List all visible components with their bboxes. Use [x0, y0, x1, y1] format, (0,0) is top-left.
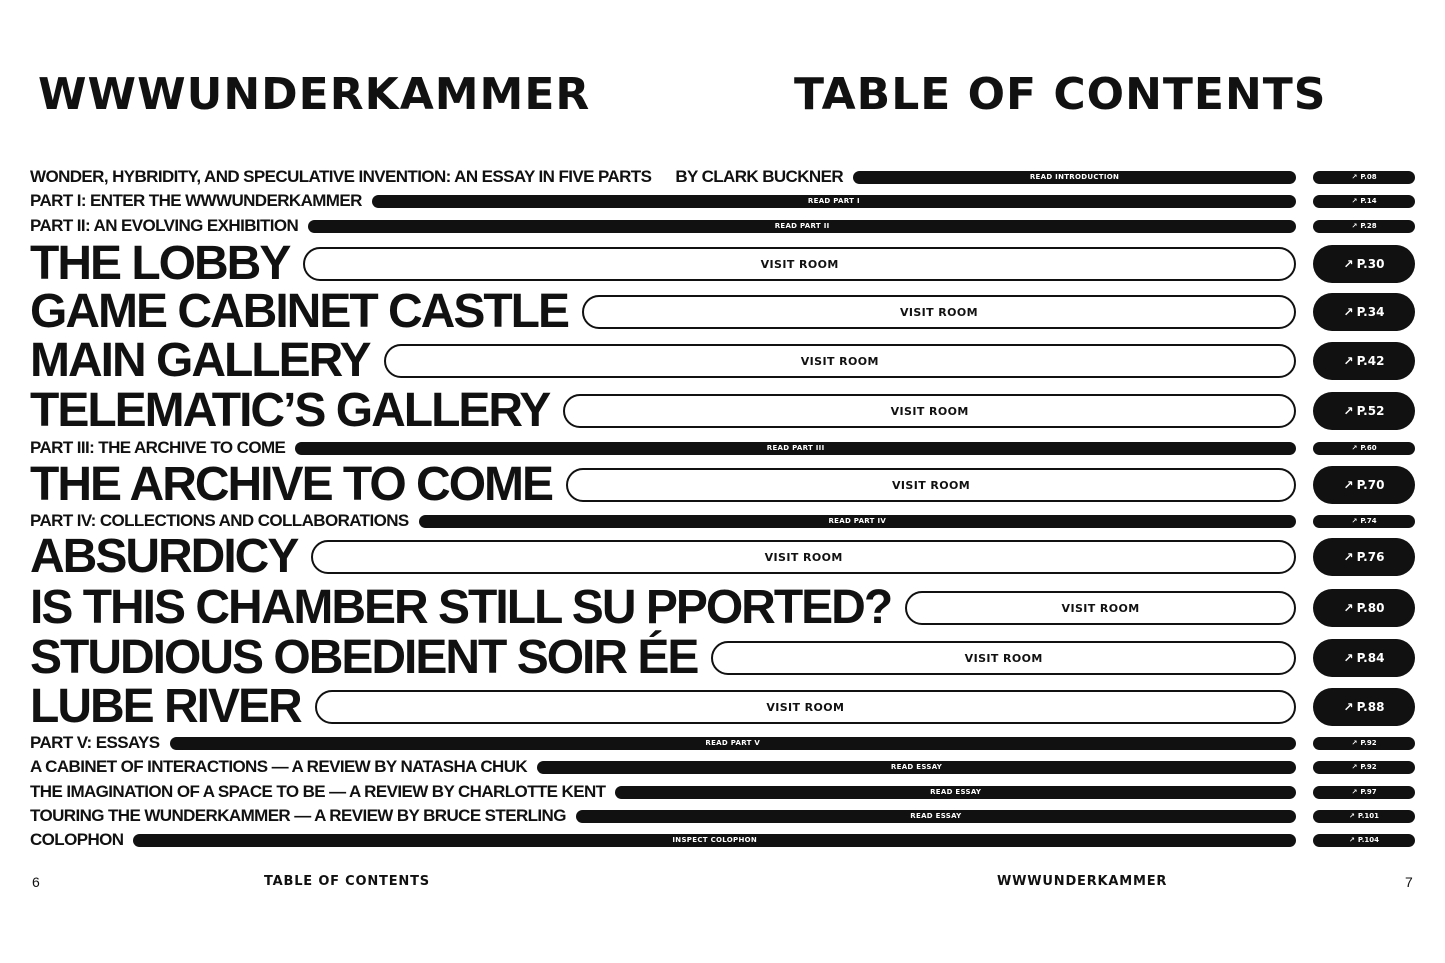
page-number: P.60 [1360, 444, 1377, 452]
toc-entry-title: TOURING THE WUNDERKAMMER — A REVIEW BY BRUCE STERLING [30, 806, 566, 825]
page-link-button[interactable] [1313, 515, 1415, 528]
visit-room-button[interactable] [905, 591, 1296, 625]
page-link-button[interactable] [1313, 639, 1415, 677]
arrow-up-right-icon: ↗ [1351, 517, 1358, 525]
toc-entry-title: PART V: ESSAYS [30, 733, 160, 752]
page-link-button[interactable] [1313, 834, 1415, 847]
toc-section-entry [30, 510, 1415, 532]
button-label: READ ESSAY [890, 763, 943, 771]
page-link-button[interactable] [1313, 761, 1415, 774]
page-number: P.30 [1356, 257, 1385, 271]
page-link-button[interactable] [1313, 786, 1415, 799]
read-section-button[interactable] [615, 786, 1296, 799]
page-number: P.88 [1356, 700, 1385, 714]
toc-section-entry [30, 805, 1415, 827]
arrow-up-right-icon: ↗ [1351, 222, 1358, 230]
button-label: READ INTRODUCTION [1029, 173, 1120, 181]
button-label: VISIT ROOM [890, 404, 969, 418]
page-link-button[interactable] [1313, 466, 1415, 504]
visit-room-button[interactable] [311, 540, 1296, 574]
arrow-up-right-icon: ↗ [1351, 739, 1358, 747]
visit-room-button[interactable] [711, 641, 1296, 675]
page-number: P.70 [1356, 478, 1385, 492]
toc-room-entry [30, 285, 1415, 338]
toc-section-entry [30, 437, 1415, 459]
button-label: READ PART I [807, 197, 860, 205]
page-number: P.74 [1360, 517, 1377, 525]
page-link-button[interactable] [1313, 171, 1415, 184]
toc-room-entry [30, 631, 1415, 684]
page-number: P.101 [1357, 812, 1379, 820]
toc-section-entry [30, 166, 1415, 188]
toc-room-entry [30, 581, 1415, 634]
arrow-up-right-icon: ↗ [1349, 836, 1355, 844]
page-link-button[interactable] [1313, 810, 1415, 823]
right-page-number: 7 [1405, 874, 1414, 890]
arrow-up-right-icon: ↗ [1351, 763, 1358, 771]
toc-room-entry [30, 680, 1415, 733]
toc-entry-title: GAME CABINET CASTLE [30, 285, 568, 338]
arrow-up-right-icon: ↗ [1343, 550, 1354, 564]
page-number: P.104 [1357, 836, 1379, 844]
page-number: P.08 [1360, 173, 1377, 181]
button-label: READ PART IV [828, 517, 887, 525]
read-section-button[interactable] [133, 834, 1296, 847]
page-number: P.84 [1356, 651, 1385, 665]
toc-entry-title: COLOPHON [30, 830, 124, 849]
read-section-button[interactable] [576, 810, 1296, 823]
arrow-up-right-icon: ↗ [1349, 812, 1355, 820]
toc-room-entry [30, 384, 1415, 437]
toc-room-entry [30, 237, 1415, 290]
button-label: INSPECT COLOPHON [672, 836, 758, 844]
visit-room-button[interactable] [566, 468, 1296, 502]
button-label: READ ESSAY [910, 812, 962, 820]
toc-room-entry [30, 458, 1415, 511]
toc-entry-title: THE ARCHIVE TO COME [30, 458, 553, 511]
toc-entry-title: IS THIS CHAMBER STILL SU PPORTED? [30, 581, 892, 634]
magazine-title: WWWUNDERKAMMER [38, 69, 591, 120]
toc-entry-title: ABSURDICY [30, 530, 298, 583]
button-label: READ PART II [774, 222, 830, 230]
arrow-up-right-icon: ↗ [1343, 305, 1354, 319]
page-link-button[interactable] [1313, 737, 1415, 750]
arrow-up-right-icon: ↗ [1351, 173, 1358, 181]
page-number: P.42 [1356, 354, 1385, 368]
toc-room-entry [30, 334, 1415, 387]
visit-room-button[interactable] [582, 295, 1296, 329]
page-link-button[interactable] [1313, 293, 1415, 331]
button-label: VISIT ROOM [766, 700, 845, 714]
visit-room-button[interactable] [384, 344, 1296, 378]
arrow-up-right-icon: ↗ [1343, 601, 1354, 615]
toc-entry-title: MAIN GALLERY [30, 334, 370, 387]
arrow-up-right-icon: ↗ [1343, 700, 1354, 714]
button-label: READ ESSAY [930, 788, 982, 796]
button-label: VISIT ROOM [899, 305, 979, 319]
page-number: P.34 [1356, 305, 1385, 319]
button-label: VISIT ROOM [760, 257, 839, 271]
page-number: P.52 [1356, 404, 1385, 418]
toc-entry-title: THE IMAGINATION OF A SPACE TO BE — A REVIEW BY CHARLOTTE KENT [30, 782, 606, 801]
page-link-button[interactable] [1313, 195, 1415, 208]
toc-section-entry [30, 829, 1415, 851]
button-label: VISIT ROOM [1061, 601, 1140, 615]
toc-entry-title: A CABINET OF INTERACTIONS — A REVIEW BY NATASHA CHUK [30, 757, 528, 776]
toc-entry-title: LUBE RIVER [30, 680, 301, 733]
page-number: P.76 [1356, 550, 1385, 564]
page-link-button[interactable] [1313, 220, 1415, 233]
arrow-up-right-icon: ↗ [1351, 197, 1358, 205]
button-label: VISIT ROOM [891, 478, 971, 492]
arrow-up-right-icon: ↗ [1343, 478, 1354, 492]
page-link-button[interactable] [1313, 392, 1415, 430]
toc-entry-title: PART IV: COLLECTIONS AND COLLABORATIONS [30, 511, 409, 530]
arrow-up-right-icon: ↗ [1343, 354, 1354, 368]
toc-entry-title: STUDIOUS OBEDIENT SOIR ÉE [30, 631, 698, 684]
read-section-button[interactable] [372, 195, 1296, 208]
read-section-button[interactable] [295, 442, 1296, 455]
page-link-button[interactable] [1313, 538, 1415, 576]
arrow-up-right-icon: ↗ [1351, 444, 1358, 452]
button-label: VISIT ROOM [800, 354, 879, 368]
page-link-button[interactable] [1313, 342, 1415, 380]
page-number: P.97 [1360, 788, 1377, 796]
toc-entry-title: THE LOBBY [30, 237, 290, 290]
toc-entry-title: PART III: THE ARCHIVE TO COME [30, 438, 286, 457]
read-section-button[interactable] [170, 737, 1296, 750]
toc-room-entry [30, 530, 1415, 583]
visit-room-button[interactable] [303, 247, 1296, 281]
arrow-up-right-icon: ↗ [1343, 257, 1354, 271]
left-running-footer: TABLE OF CONTENTS [264, 874, 430, 889]
toc-section-entry [30, 756, 1415, 778]
button-label: VISIT ROOM [964, 651, 1043, 665]
toc-entry-title: TELEMATIC’S GALLERY [30, 384, 550, 437]
arrow-up-right-icon: ↗ [1343, 651, 1354, 665]
page-number: P.14 [1360, 197, 1377, 205]
page-link-button[interactable] [1313, 688, 1415, 726]
toc-section-entry [30, 781, 1415, 803]
read-section-button[interactable] [853, 171, 1296, 184]
page-number: P.92 [1360, 763, 1377, 771]
toc-entry-title: PART I: ENTER THE WWWUNDERKAMMER [30, 191, 362, 210]
button-label: VISIT ROOM [764, 550, 843, 564]
page-number: P.28 [1360, 222, 1377, 230]
toc-entry-title: WONDER, HYBRIDITY, AND SPECULATIVE INVENTION: AN ESSAY IN FIVE PARTS [30, 167, 652, 186]
page-link-button[interactable] [1313, 589, 1415, 627]
visit-room-button[interactable] [315, 690, 1296, 724]
page-link-button[interactable] [1313, 442, 1415, 455]
page-title: TABLE OF CONTENTS [794, 69, 1327, 120]
toc-entry-byline: BY CLARK BUCKNER [675, 167, 843, 186]
arrow-up-right-icon: ↗ [1343, 404, 1354, 418]
page-link-button[interactable] [1313, 245, 1415, 283]
visit-room-button[interactable] [563, 394, 1296, 428]
toc-section-entry [30, 215, 1415, 237]
page-number: P.80 [1356, 601, 1385, 615]
left-page-number: 6 [32, 874, 41, 890]
toc-section-entry [30, 732, 1415, 754]
read-section-button[interactable] [419, 515, 1296, 528]
toc-section-entry [30, 190, 1415, 212]
toc-entry-title: PART II: AN EVOLVING EXHIBITION [30, 216, 299, 235]
arrow-up-right-icon: ↗ [1351, 788, 1358, 796]
button-label: READ PART III [766, 444, 825, 452]
button-label: READ PART V [705, 739, 761, 747]
right-running-footer: WWWUNDERKAMMER [997, 874, 1168, 889]
page-number: P.92 [1360, 739, 1377, 747]
read-section-button[interactable] [308, 220, 1296, 233]
read-section-button[interactable] [537, 761, 1296, 774]
